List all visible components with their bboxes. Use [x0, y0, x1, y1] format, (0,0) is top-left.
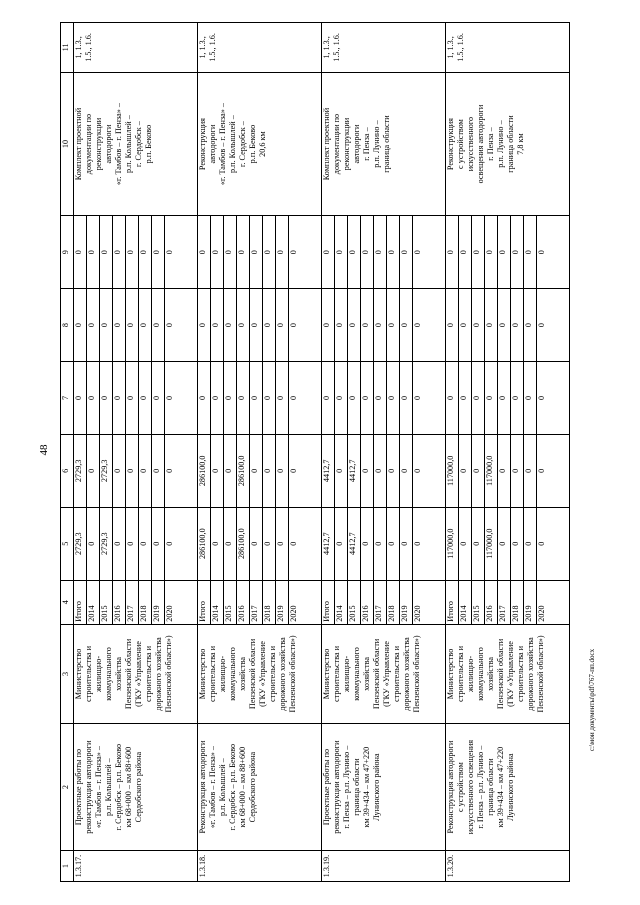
indicator-link-cell: 1, 1.3., 1.5., 1.6. — [198, 23, 322, 73]
local-budget-cell: 0 — [348, 289, 361, 361]
measure-name-cell: Реконструкция автодороги с устройством искусственного освещения г. Пенза – р.п. Лунино – граница области км 39+434 – км 47+220 Лунинского района — [446, 724, 570, 851]
other-sources-cell: 0 — [152, 216, 165, 288]
total-funding-cell: 0 — [511, 508, 524, 580]
federal-budget-cell: 0 — [126, 362, 139, 434]
total-funding-cell: 0 — [211, 508, 224, 580]
federal-budget-column — [446, 362, 570, 435]
regional-budget-cell: 117000,0 — [446, 435, 459, 507]
total-funding-cell: 0 — [335, 508, 348, 580]
year-cell: 2015 — [100, 581, 113, 624]
other-sources-column — [74, 216, 198, 289]
total-funding-cell: 2729,3 — [100, 508, 113, 580]
column-header: 8 — [61, 289, 74, 362]
regional-budget-cell: 0 — [211, 435, 224, 507]
local-budget-cell: 0 — [361, 289, 374, 361]
regional-budget-cell: 0 — [524, 435, 537, 507]
column-number-row — [61, 23, 74, 882]
regional-budget-column — [322, 434, 446, 507]
other-sources-cell: 0 — [472, 216, 485, 288]
total-funding-cell: 0 — [165, 541, 174, 546]
regional-budget-cell: 0 — [400, 435, 413, 507]
year-cell: 2016 — [361, 581, 374, 624]
measure-name-cell: Проектные работы по реконструкции автодороги «г. Тамбов – г. Пенза» – р.п. Колышлей – г. Сердобск – р.п. Беково км 68+000 – км 88+600 Сердобского района — [74, 724, 198, 851]
total-funding-cell: 0 — [263, 508, 276, 580]
federal-budget-cell: 0 — [524, 362, 537, 434]
total-funding-cell: 0 — [524, 508, 537, 580]
regional-budget-cell: 286100,0 — [237, 435, 250, 507]
year-cell: 2018 — [511, 581, 524, 624]
federal-budget-cell: 0 — [400, 362, 413, 434]
other-sources-cell: 0 — [237, 216, 250, 288]
federal-budget-cell: 0 — [459, 362, 472, 434]
rotated-table-area — [60, 22, 605, 882]
regional-budget-cell: 0 — [113, 435, 126, 507]
year-cell: 2019 — [276, 581, 289, 624]
other-sources-cell: 0 — [165, 250, 174, 255]
federal-budget-cell: 0 — [276, 362, 289, 434]
executor-cell: Министерство строительства и жилищно- коммунального хозяйства Пензенской области (ГКУ «Управление строительства и дорожного хозяйства Пензенской области») — [74, 624, 198, 723]
federal-budget-cell: 0 — [498, 362, 511, 434]
regional-budget-cell: 0 — [387, 435, 400, 507]
local-budget-cell: 0 — [374, 289, 387, 361]
federal-budget-cell: 0 — [446, 362, 459, 434]
federal-budget-cell: 0 — [152, 362, 165, 434]
year-cell: 2016 — [113, 581, 126, 624]
year-cell: 2017 — [498, 581, 511, 624]
federal-budget-cell: 0 — [387, 362, 400, 434]
other-sources-cell: 0 — [250, 216, 263, 288]
federal-budget-cell: 0 — [263, 362, 276, 434]
measure-name-cell: Проектные работы по реконструкции автодороги г. Пенза – р.п. Лунино – граница области км 39+434 – км 47+220 Лунинского района — [322, 724, 446, 851]
federal-budget-cell: 0 — [113, 362, 126, 434]
year-cell: 2014 — [211, 581, 224, 624]
local-budget-cell: 0 — [250, 289, 263, 361]
regional-budget-cell: 117000,0 — [485, 435, 498, 507]
other-sources-cell: 0 — [485, 216, 498, 288]
local-budget-cell: 0 — [276, 289, 289, 361]
total-funding-cell: 0 — [472, 508, 485, 580]
year-cell: 2018 — [263, 581, 276, 624]
local-budget-cell: 0 — [387, 289, 400, 361]
local-budget-column — [74, 289, 198, 362]
other-sources-cell: 0 — [126, 216, 139, 288]
local-budget-cell: 0 — [211, 289, 224, 361]
local-budget-cell: 0 — [237, 289, 250, 361]
row-number-cell: 1.3.18. — [198, 851, 322, 882]
year-cell: 2016 — [237, 581, 250, 624]
federal-budget-cell: 0 — [537, 395, 546, 401]
other-sources-column — [198, 216, 322, 289]
local-budget-cell: 0 — [198, 289, 211, 361]
other-sources-cell: 0 — [459, 216, 472, 288]
regional-budget-column — [198, 434, 322, 507]
year-cell: 2014 — [87, 581, 100, 624]
federal-budget-cell: 0 — [100, 362, 113, 434]
column-header: 3 — [61, 624, 74, 723]
regional-budget-cell: 0 — [152, 435, 165, 507]
row-number-cell: 1.3.20. — [446, 851, 570, 882]
local-budget-cell: 0 — [87, 289, 100, 361]
regional-budget-cell: 0 — [498, 435, 511, 507]
regional-budget-column — [446, 434, 570, 507]
column-header: 7 — [61, 362, 74, 435]
total-funding-cell: 4412,7 — [322, 508, 335, 580]
other-sources-cell: 0 — [74, 216, 87, 288]
local-budget-cell: 0 — [459, 289, 472, 361]
other-sources-cell: 0 — [537, 250, 546, 255]
local-budget-column — [198, 289, 322, 362]
local-budget-cell: 0 — [224, 289, 237, 361]
federal-budget-cell: 0 — [374, 362, 387, 434]
other-sources-cell: 0 — [413, 250, 422, 255]
column-header: 11 — [61, 23, 74, 73]
table-row — [446, 23, 570, 882]
other-sources-cell: 0 — [211, 216, 224, 288]
federal-budget-cell: 0 — [322, 362, 335, 434]
federal-budget-cell: 0 — [87, 362, 100, 434]
other-sources-cell: 0 — [100, 216, 113, 288]
total-funding-cell: 0 — [113, 508, 126, 580]
local-budget-cell: 0 — [139, 289, 152, 361]
year-cell: Итого — [198, 581, 211, 624]
local-budget-cell: 0 — [537, 323, 546, 328]
total-funding-cell: 0 — [387, 508, 400, 580]
year-cell: 2017 — [250, 581, 263, 624]
table-row — [74, 23, 198, 882]
other-sources-cell: 0 — [289, 250, 298, 255]
local-budget-cell: 0 — [335, 289, 348, 361]
total-funding-cell: 0 — [126, 508, 139, 580]
page-number: 48 — [38, 444, 50, 456]
other-sources-column — [322, 216, 446, 289]
footer-file-path: c:\мои документы\pdf\767-пп.docx — [588, 648, 596, 752]
total-funding-cell: 0 — [289, 541, 298, 546]
local-budget-cell: 0 — [126, 289, 139, 361]
year-cell: 2019 — [152, 581, 165, 624]
year-column — [322, 580, 446, 624]
other-sources-cell: 0 — [498, 216, 511, 288]
other-sources-cell: 0 — [374, 216, 387, 288]
year-cell: 2020 — [413, 605, 422, 622]
regional-budget-cell: 0 — [126, 435, 139, 507]
federal-budget-cell: 0 — [413, 395, 422, 401]
column-header: 6 — [61, 434, 74, 507]
federal-budget-cell: 0 — [165, 395, 174, 401]
other-sources-cell: 0 — [113, 216, 126, 288]
regional-budget-cell: 0 — [413, 468, 422, 473]
total-funding-cell: 286100,0 — [237, 508, 250, 580]
total-funding-cell: 0 — [400, 508, 413, 580]
year-cell: 2014 — [335, 581, 348, 624]
federal-budget-cell: 0 — [74, 362, 87, 434]
table-row — [198, 23, 322, 882]
federal-budget-cell: 0 — [289, 395, 298, 401]
measure-name-cell: Реконструкция автодороги «г. Тамбов – г. Пенза» – р.п. Колышлей – г. Сердобск – р.п. Беково км 68+000 – км 88+600 Сердобского района — [198, 724, 322, 851]
total-funding-cell: 117000,0 — [485, 508, 498, 580]
federal-budget-column — [198, 362, 322, 435]
column-header: 10 — [61, 72, 74, 216]
other-sources-cell: 0 — [87, 216, 100, 288]
regional-budget-cell: 0 — [361, 435, 374, 507]
column-header: 4 — [61, 580, 74, 624]
federal-budget-cell: 0 — [361, 362, 374, 434]
year-cell: Итого — [322, 581, 335, 624]
column-header: 5 — [61, 507, 74, 580]
indicator-link-cell: 1, 1.3., 1.5., 1.6. — [74, 23, 198, 73]
regional-budget-cell: 286100,0 — [198, 435, 211, 507]
local-budget-cell: 0 — [113, 289, 126, 361]
local-budget-column — [446, 289, 570, 362]
regional-budget-cell: 2729,3 — [74, 435, 87, 507]
row-number-cell: 1.3.19. — [322, 851, 446, 882]
other-sources-cell: 0 — [224, 216, 237, 288]
year-column — [446, 580, 570, 624]
federal-budget-cell: 0 — [224, 362, 237, 434]
total-funding-cell: 117000,0 — [446, 508, 459, 580]
local-budget-cell: 0 — [413, 323, 422, 328]
federal-budget-cell: 0 — [211, 362, 224, 434]
year-cell: Итого — [446, 581, 459, 624]
executor-cell: Министерство строительства и жилищно- коммунального хозяйства Пензенской области (ГКУ «Управление строительства и дорожного хозяйства Пензенской области») — [446, 624, 570, 723]
year-cell: 2018 — [139, 581, 152, 624]
total-funding-cell: 0 — [276, 508, 289, 580]
local-budget-cell: 0 — [152, 289, 165, 361]
other-sources-cell: 0 — [263, 216, 276, 288]
regional-budget-column — [74, 434, 198, 507]
total-funding-cell: 0 — [87, 508, 100, 580]
result-cell: Реконструкция с устройством искусственного освещения автодороги г. Пенза – р.п. Лунино – граница области 7,8 км — [446, 72, 570, 216]
federal-budget-cell: 0 — [485, 362, 498, 434]
federal-budget-cell: 0 — [139, 362, 152, 434]
other-sources-cell: 0 — [524, 216, 537, 288]
total-funding-column — [446, 507, 570, 580]
result-cell: Комплект проектной документации по реконструкции автодороги «г. Тамбов – г. Пенза» – р.п. Колышлей – г. Сердобск – р.п. Беково — [74, 72, 198, 216]
regional-budget-cell: 0 — [511, 435, 524, 507]
year-cell: 2020 — [537, 605, 546, 622]
local-budget-cell: 0 — [322, 289, 335, 361]
indicator-link-cell: 1, 1.3., 1.5., 1.6. — [322, 23, 446, 73]
total-funding-cell: 0 — [152, 508, 165, 580]
total-funding-cell: 0 — [413, 541, 422, 546]
regional-budget-cell: 0 — [289, 468, 298, 473]
year-cell: 2016 — [485, 581, 498, 624]
local-budget-cell: 0 — [511, 289, 524, 361]
year-cell: 2015 — [472, 581, 485, 624]
total-funding-cell: 0 — [224, 508, 237, 580]
year-cell: 2015 — [348, 581, 361, 624]
federal-budget-column — [322, 362, 446, 435]
other-sources-cell: 0 — [361, 216, 374, 288]
other-sources-cell: 0 — [446, 216, 459, 288]
regional-budget-cell: 0 — [165, 468, 174, 473]
regional-budget-cell: 0 — [250, 435, 263, 507]
federal-budget-cell: 0 — [335, 362, 348, 434]
federal-budget-cell: 0 — [472, 362, 485, 434]
year-cell: 2019 — [400, 581, 413, 624]
result-cell: Реконструкция автодороги «г. Тамбов – г. Пенза» – р.п. Колышлей – г. Сердобск – р.п. Беково 20,6 км — [198, 72, 322, 216]
other-sources-cell: 0 — [198, 216, 211, 288]
year-cell: 2017 — [126, 581, 139, 624]
total-funding-cell: 0 — [361, 508, 374, 580]
other-sources-cell: 0 — [511, 216, 524, 288]
regional-budget-cell: 4412,7 — [348, 435, 361, 507]
federal-budget-cell: 0 — [348, 362, 361, 434]
program-table — [60, 22, 570, 882]
total-funding-cell: 0 — [459, 508, 472, 580]
local-budget-cell: 0 — [289, 323, 298, 328]
other-sources-cell: 0 — [276, 216, 289, 288]
year-cell: 2020 — [165, 605, 174, 622]
regional-budget-cell: 0 — [459, 435, 472, 507]
local-budget-cell: 0 — [400, 289, 413, 361]
regional-budget-cell: 0 — [537, 468, 546, 473]
local-budget-cell: 0 — [524, 289, 537, 361]
column-header: 9 — [61, 216, 74, 289]
year-cell: 2019 — [524, 581, 537, 624]
column-header: 1 — [61, 851, 74, 882]
regional-budget-cell: 0 — [87, 435, 100, 507]
other-sources-cell: 0 — [139, 216, 152, 288]
regional-budget-cell: 0 — [335, 435, 348, 507]
row-number-cell: 1.3.17. — [74, 851, 198, 882]
total-funding-cell: 0 — [498, 508, 511, 580]
total-funding-column — [198, 507, 322, 580]
regional-budget-cell: 0 — [139, 435, 152, 507]
year-cell: 2014 — [459, 581, 472, 624]
year-cell: Итого — [74, 581, 87, 624]
local-budget-cell: 0 — [165, 323, 174, 328]
local-budget-column — [322, 289, 446, 362]
executor-cell: Министерство строительства и жилищно- коммунального хозяйства Пензенской области (ГКУ «Управление строительства и дорожного хозяйства Пензенской области») — [198, 624, 322, 723]
total-funding-column — [322, 507, 446, 580]
regional-budget-cell: 0 — [276, 435, 289, 507]
year-cell: 2017 — [374, 581, 387, 624]
year-cell: 2020 — [289, 605, 298, 622]
federal-budget-column — [74, 362, 198, 435]
local-budget-cell: 0 — [263, 289, 276, 361]
regional-budget-cell: 4412,7 — [322, 435, 335, 507]
other-sources-cell: 0 — [387, 216, 400, 288]
total-funding-cell: 0 — [537, 541, 546, 546]
other-sources-cell: 0 — [322, 216, 335, 288]
year-cell: 2015 — [224, 581, 237, 624]
total-funding-cell: 0 — [139, 508, 152, 580]
regional-budget-cell: 0 — [224, 435, 237, 507]
executor-cell: Министерство строительства и жилищно- коммунального хозяйства Пензенской области (ГКУ «Управление строительства и дорожного хозяйства Пензенской области») — [322, 624, 446, 723]
regional-budget-cell: 2729,3 — [100, 435, 113, 507]
federal-budget-cell: 0 — [250, 362, 263, 434]
local-budget-cell: 0 — [100, 289, 113, 361]
table-row — [322, 23, 446, 882]
federal-budget-cell: 0 — [237, 362, 250, 434]
regional-budget-cell: 0 — [263, 435, 276, 507]
federal-budget-cell: 0 — [198, 362, 211, 434]
total-funding-cell: 286100,0 — [198, 508, 211, 580]
result-cell: Комплект проектной документации по реконструкции автодороги г. Пенза – р.п. Лунино – граница области — [322, 72, 446, 216]
federal-budget-cell: 0 — [511, 362, 524, 434]
total-funding-column — [74, 507, 198, 580]
local-budget-cell: 0 — [74, 289, 87, 361]
total-funding-cell: 4412,7 — [348, 508, 361, 580]
other-sources-cell: 0 — [348, 216, 361, 288]
year-column — [74, 580, 198, 624]
total-funding-cell: 0 — [250, 508, 263, 580]
other-sources-column — [446, 216, 570, 289]
total-funding-cell: 2729,3 — [74, 508, 87, 580]
other-sources-cell: 0 — [335, 216, 348, 288]
total-funding-cell: 0 — [374, 508, 387, 580]
local-budget-cell: 0 — [446, 289, 459, 361]
local-budget-cell: 0 — [498, 289, 511, 361]
regional-budget-cell: 0 — [472, 435, 485, 507]
local-budget-cell: 0 — [485, 289, 498, 361]
indicator-link-cell: 1, 1.3., 1.5., 1.6. — [446, 23, 570, 73]
year-cell: 2018 — [387, 581, 400, 624]
column-header: 2 — [61, 724, 74, 851]
regional-budget-cell: 0 — [374, 435, 387, 507]
local-budget-cell: 0 — [472, 289, 485, 361]
year-column — [198, 580, 322, 624]
other-sources-cell: 0 — [400, 216, 413, 288]
